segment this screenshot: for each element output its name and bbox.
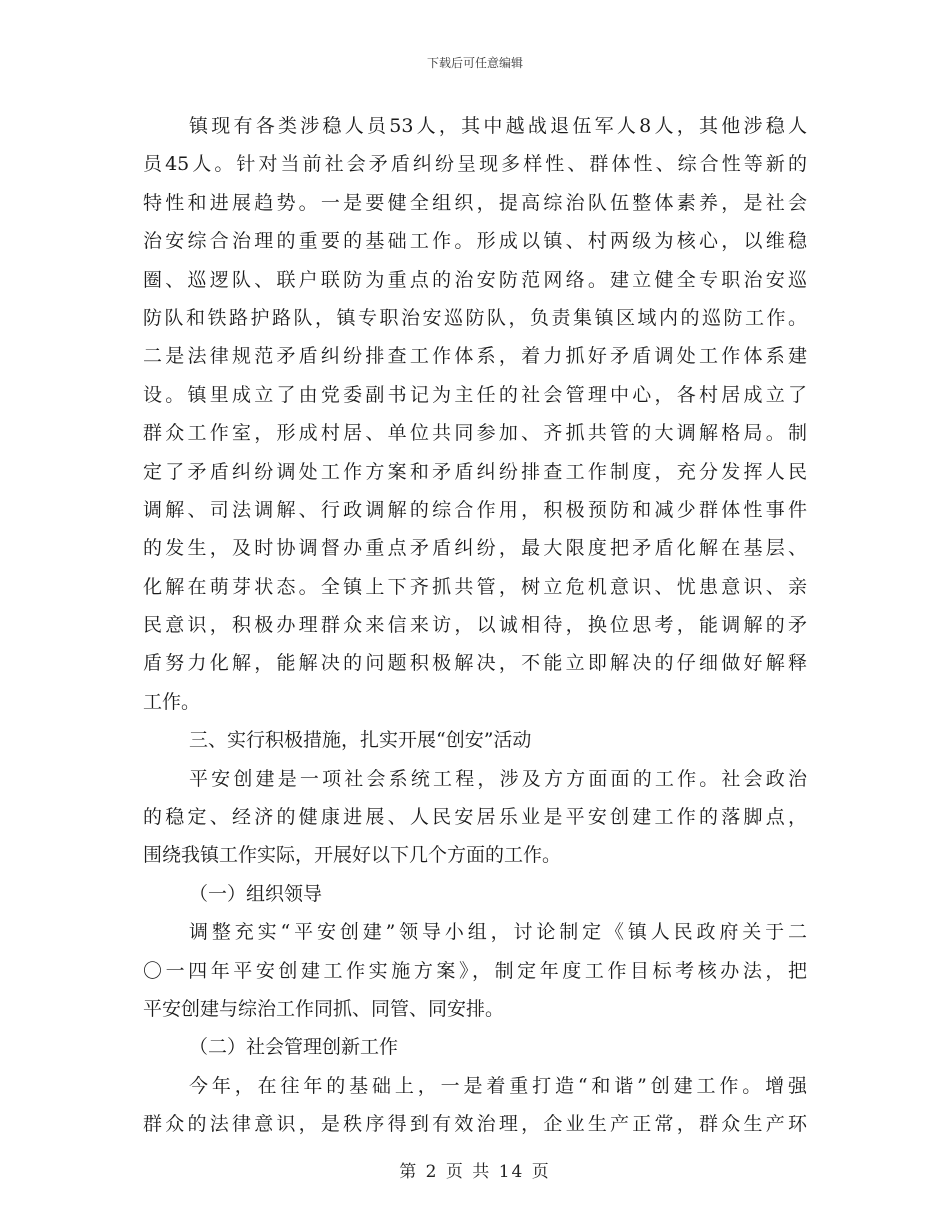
text-line: 群众工作室，形成村居、单位共同参加、齐抓共管的大调解格局。制 xyxy=(143,422,807,445)
text-line: 工作。 xyxy=(143,690,201,713)
body-text xyxy=(143,107,807,1144)
text-line: 二是法律规范矛盾纠纷排查工作体系，着力抓好矛盾调处工作体系建 xyxy=(143,345,807,368)
text-line: 的稳定、经济的健康进展、人民安居乐业是平安创建工作的落脚点， xyxy=(143,806,807,829)
text-line: 设。镇里成立了由党委副书记为主任的社会管理中心，各村居成立了 xyxy=(143,383,807,406)
text-line: 特性和进展趋势。一是要健全组织，提高综治队伍整体素养，是社会 xyxy=(143,191,807,214)
page-footer: 第 2 页 共 14 页 xyxy=(399,1162,551,1182)
section-heading: 三、实行积极措施，扎实开展“创安”活动 xyxy=(189,729,532,752)
subsection-heading: （一）组织领导 xyxy=(189,882,323,905)
text-line: 民意识，积极办理群众来信来访，以诚相待，换位思考，能调解的矛 xyxy=(143,614,807,637)
text-line: 今年，在往年的基础上，一是着重打造“和谐”创建工作。增强 xyxy=(189,1074,807,1097)
subsection-heading: （二）社会管理创新工作 xyxy=(189,1036,399,1059)
text-line: 平安创建是一项社会系统工程，涉及方方面面的工作。社会政治 xyxy=(189,767,807,790)
text-line: 平安创建与综治工作同抓、同管、同安排。 xyxy=(143,997,505,1020)
text-line: 治安综合治理的重要的基础工作。形成以镇、村两级为核心，以维稳 xyxy=(143,230,807,253)
text-line: 围绕我镇工作实际，开展好以下几个方面的工作。 xyxy=(143,844,562,867)
text-line: 群众的法律意识，是秩序得到有效治理，企业生产正常，群众生产环 xyxy=(143,1113,807,1136)
text-line: 的发生，及时协调督办重点矛盾纠纷，最大限度把矛盾化解在基层、 xyxy=(143,537,807,560)
text-line: 盾努力化解，能解决的问题积极解决，不能立即解决的仔细做好解释 xyxy=(143,652,807,675)
text-line: 员45人。针对当前社会矛盾纠纷呈现多样性、群体性、综合性等新的 xyxy=(143,153,807,176)
text-line: 调解、司法调解、行政调解的综合作用，积极预防和减少群体性事件 xyxy=(143,498,807,521)
text-line: 定了矛盾纠纷调处工作方案和矛盾纠纷排查工作制度，充分发挥人民 xyxy=(143,460,807,483)
page-header: 下载后可任意编辑 xyxy=(426,56,523,70)
text-line: 镇现有各类涉稳人员53人，其中越战退伍军人8人，其他涉稳人 xyxy=(189,115,807,137)
text-line: 调整充实“平安创建”领导小组，讨论制定《镇人民政府关于二 xyxy=(189,921,807,944)
text-line: 圈、巡逻队、联户联防为重点的治安防范网络。建立健全专职治安巡 xyxy=(143,268,807,291)
text-line: 防队和铁路护路队，镇专职治安巡防队，负责集镇区域内的巡防工作。 xyxy=(143,306,807,329)
text-line: 〇一四年平安创建工作实施方案》，制定年度工作目标考核办法，把 xyxy=(143,959,807,982)
text-line: 化解在萌芽状态。全镇上下齐抓共管，树立危机意识、忧患意识、亲 xyxy=(143,575,807,598)
